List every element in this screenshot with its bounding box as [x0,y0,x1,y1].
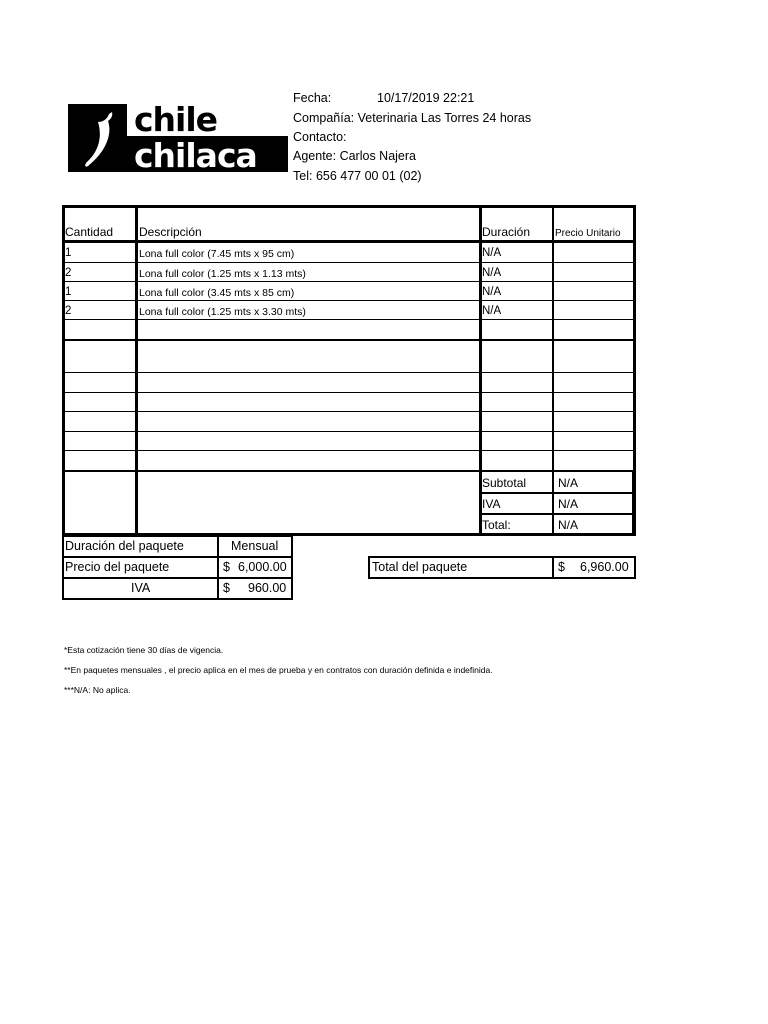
agente-label: Agente: [293,149,337,163]
iva-currency: $ [223,581,230,595]
info-fecha [293,89,475,109]
row1-qty: 1 [65,247,72,259]
duracion-paquete-label: Duración del paquete [65,539,184,553]
col-header-cantidad: Cantidad [65,225,114,239]
logo-word-chile: chile [134,100,218,139]
note-paquetes: **En paquetes mensuales , el precio aplica en el mes de prueba y en contratos con duración definida e indefinida. [64,665,493,675]
package-row-line [62,556,293,558]
compania-value: Veterinaria Las Torres 24 horas [357,111,532,125]
row3-dur: N/A [482,286,502,298]
row2-qty: 2 [65,267,72,279]
note-na: ***N/A: No aplica. [64,685,131,695]
tel-label: Tel: [293,169,313,183]
duracion-paquete-value: Mensual [231,539,279,553]
logo-word-chilaca: chilaca [134,136,257,175]
total-paquete-divider [552,556,554,579]
col-header-precio-unitario: Precio Unitario [555,228,621,239]
summary-line [479,492,636,494]
table-header-divider [62,240,636,243]
contacto-label: Contacto: [293,130,347,144]
col-divider-3 [552,205,554,536]
agente-value: Carlos Najera [339,149,416,163]
precio-currency: $ [223,560,230,574]
note-vigencia: *Esta cotización tiene 30 días de vigencia. [64,645,224,655]
chili-pepper-icon [82,110,118,170]
subtotal-label: Subtotal [482,476,527,490]
row2-desc: Lona full color (1.25 mts x 1.13 mts) [139,268,306,280]
compania-label: Compañía: [293,111,355,125]
total-paquete-label: Total del paquete [372,560,468,574]
row2-dur: N/A [482,267,502,279]
row4-dur: N/A [482,305,502,317]
row4-desc: Lona full color (1.25 mts x 3.30 mts) [139,306,306,318]
row3-desc: Lona full color (3.45 mts x 85 cm) [139,287,295,299]
iva-paquete-value: 960.00 [248,581,287,595]
total-currency: $ [558,560,565,574]
precio-paquete-value: 6,000.00 [238,560,287,574]
precio-paquete-label: Precio del paquete [65,560,170,574]
fecha-label: Fecha: [293,91,332,105]
total-value: N/A [558,518,579,532]
info-tel [293,167,422,187]
row-line [62,339,636,341]
iva-label: IVA [482,497,501,511]
info-agente [293,147,416,167]
info-compania [293,109,531,129]
row-line [62,411,636,412]
total-label: Total: [482,518,511,532]
summary-line [479,513,636,515]
subtotal-value: N/A [558,476,579,490]
row-line [62,372,636,373]
row4-qty: 2 [65,305,72,317]
row-line [62,392,636,393]
package-row-line [62,577,293,579]
row1-desc: Lona full color (7.45 mts x 95 cm) [139,248,295,260]
col-header-duracion: Duración [482,225,531,239]
fecha-value: 10/17/2019 22:21 [377,91,475,105]
col-header-descripcion: Descripción [139,225,202,239]
iva-paquete-label: IVA [131,581,151,595]
summary-right-border [632,470,635,536]
tel-value: 656 477 00 01 (02) [315,169,422,183]
row-line [62,450,636,451]
row-line [62,262,636,263]
iva-value: N/A [558,497,579,511]
row1-dur: N/A [482,247,502,259]
row-line [62,431,636,432]
info-contacto [293,128,347,148]
col-divider-1 [135,205,138,536]
package-col-line [217,535,219,600]
total-paquete-value: 6,960.00 [580,560,629,574]
row3-qty: 1 [65,286,72,298]
row-line [62,470,636,472]
